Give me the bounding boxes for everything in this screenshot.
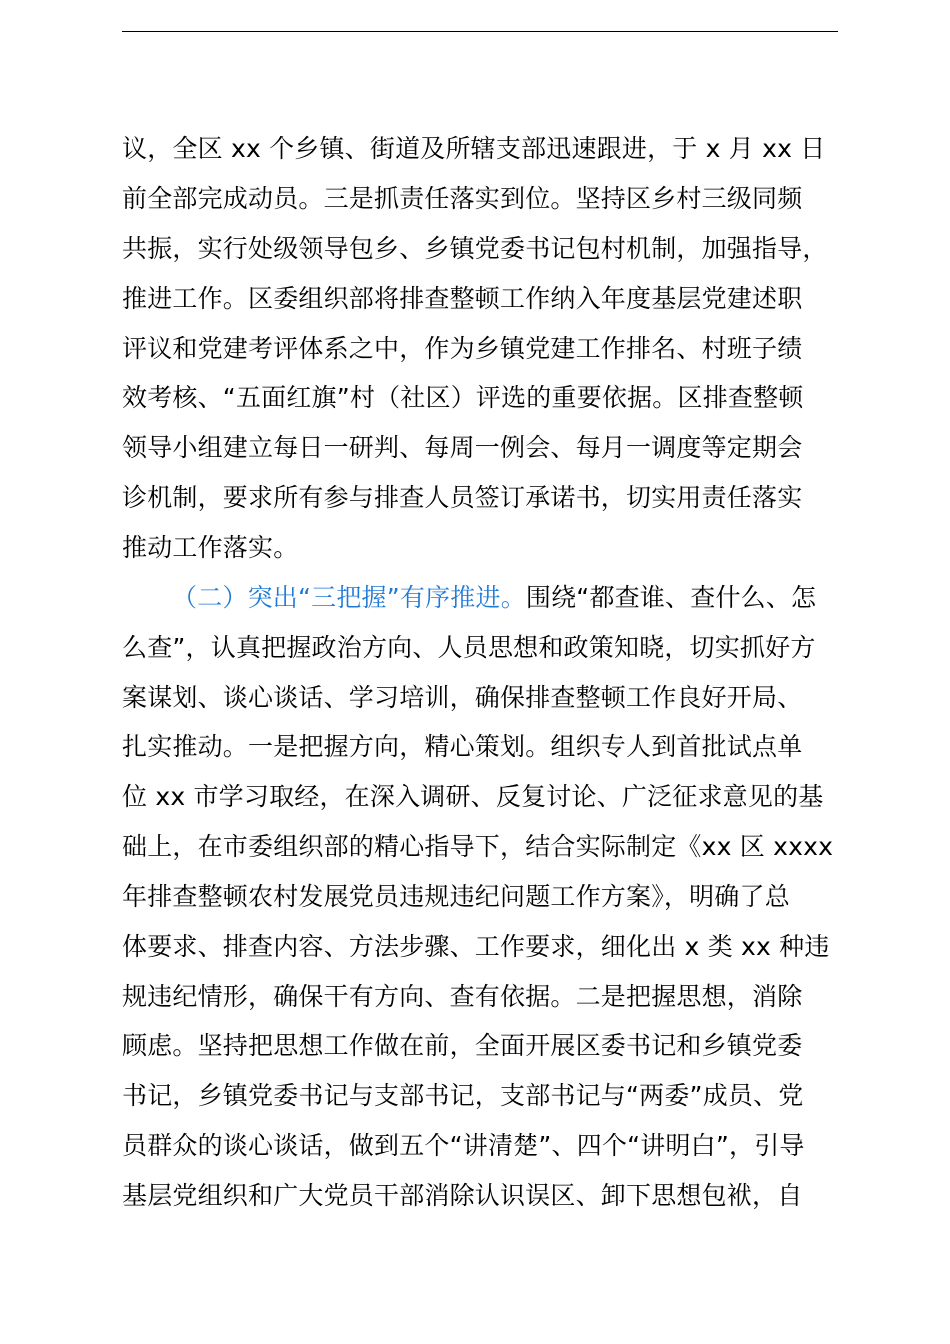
text-line: 效考核、“五面红旗”村（社区）评选的重要依据。区排查整顿: [122, 383, 804, 412]
section-heading-rest: 围绕“都查谁、查什么、怎: [525, 583, 817, 612]
section-heading: （二）突出“三把握”有序推进。: [172, 583, 526, 612]
text-line: 基层党组织和广大党员干部消除认识误区、卸下思想包袱，自: [122, 1181, 803, 1210]
text-line: 年排查整顿农村发展党员违规违纪问题工作方案》，明确了总: [122, 882, 790, 911]
text-line: 评议和党建考评体系之中，作为乡镇党建工作排名、村班子绩: [122, 334, 803, 363]
header-rule: [122, 31, 838, 32]
text-line: 体要求、排查内容、方法步骤、工作要求，细化出 x 类 xx 种违: [122, 932, 830, 961]
text-line: 员群众的谈心谈话，做到五个“讲清楚”、四个“讲明白”，引导: [122, 1131, 805, 1160]
text-line: 扎实推动。一是把握方向，精心策划。组织专人到首批试点单: [122, 732, 803, 761]
text-line: 础上，在市委组织部的精心指导下，结合实际制定《xx 区 xxxx: [122, 832, 834, 861]
text-line: 领导小组建立每日一研判、每周一例会、每月一调度等定期会: [122, 433, 803, 462]
text-line: 案谋划、谈心谈话、学习培训，确保排查整顿工作良好开局、: [122, 683, 803, 712]
text-line: 顾虑。坚持把思想工作做在前，全面开展区委书记和乡镇党委: [122, 1031, 803, 1060]
text-line: 前全部完成动员。三是抓责任落实到位。坚持区乡村三级同频: [122, 184, 803, 213]
text-line: 诊机制，要求所有参与排查人员签订承诺书，切实用责任落实: [122, 483, 803, 512]
text-line: 规违纪情形，确保干有方向、查有依据。二是把握思想，消除: [122, 982, 803, 1011]
text-line: 议，全区 xx 个乡镇、街道及所辖支部迅速跟进，于 x 月 xx 日: [122, 134, 826, 163]
text-line: 共振，实行处级领导包乡、乡镇党委书记包村机制，加强指导，: [122, 234, 828, 263]
text-line: 位 xx 市学习取经，在深入调研、反复讨论、广泛征求意见的基: [122, 782, 824, 811]
section-heading-line: [172, 573, 838, 623]
text-line: 书记，乡镇党委书记与支部书记，支部书记与“两委”成员、党: [122, 1081, 804, 1110]
text-line: 推动工作落实。: [122, 533, 299, 562]
text-line: 么查”，认真把握政治方向、人员思想和政策知晓，切实抓好方: [122, 633, 816, 662]
text-line: 推进工作。区委组织部将排查整顿工作纳入年度基层党建述职: [122, 284, 803, 313]
